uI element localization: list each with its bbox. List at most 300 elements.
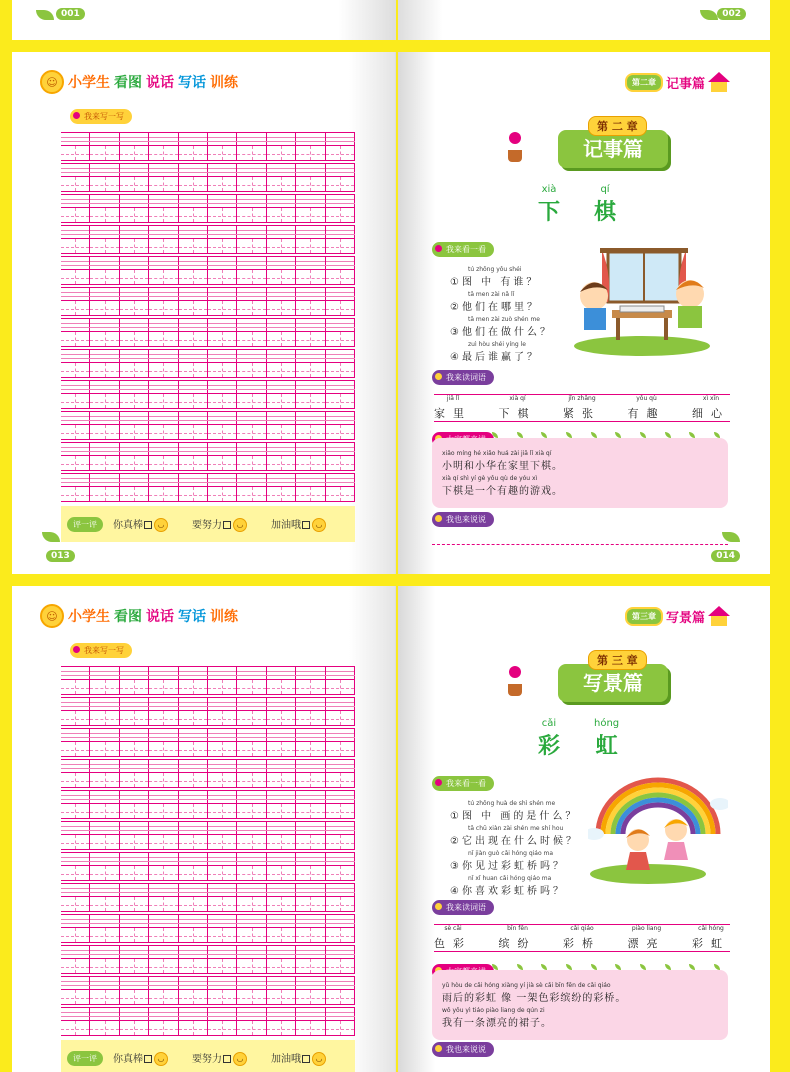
grid-row[interactable] <box>61 473 355 502</box>
grid-cell[interactable] <box>120 474 149 501</box>
grid-cell[interactable] <box>61 412 90 439</box>
grid-cell[interactable] <box>179 1008 208 1035</box>
grid-cell[interactable] <box>208 350 237 377</box>
grid-cell[interactable] <box>237 133 266 160</box>
grid-cell[interactable] <box>61 288 90 315</box>
evaluate-option-keep-going[interactable]: 加油哦 ◡ <box>271 1050 326 1066</box>
grid-cell[interactable] <box>237 257 266 284</box>
grid-row[interactable] <box>61 697 355 726</box>
grid-cell[interactable] <box>326 667 355 694</box>
grid-cell[interactable] <box>61 760 90 787</box>
grid-cell[interactable] <box>179 667 208 694</box>
grid-cell[interactable] <box>179 884 208 911</box>
grid-row[interactable] <box>61 225 355 254</box>
grid-cell[interactable] <box>149 226 178 253</box>
grid-cell[interactable] <box>120 443 149 470</box>
grid-cell[interactable] <box>120 729 149 756</box>
grid-cell[interactable] <box>61 381 90 408</box>
series-title-part: 训练 <box>210 75 238 91</box>
grid-cell[interactable] <box>149 853 178 880</box>
grid-cell[interactable] <box>90 381 119 408</box>
grid-cell[interactable] <box>267 350 296 377</box>
flowerpot-icon <box>506 666 524 698</box>
grid-cell[interactable] <box>90 667 119 694</box>
grid-cell[interactable] <box>267 853 296 880</box>
grid-cell[interactable] <box>326 164 355 191</box>
grid-cell[interactable] <box>179 791 208 818</box>
grid-cell[interactable] <box>326 822 355 849</box>
grid-cell[interactable] <box>61 257 90 284</box>
grid-cell[interactable] <box>61 915 90 942</box>
grid-cell[interactable] <box>296 822 325 849</box>
chapter-corner <box>625 606 730 626</box>
grid-cell[interactable] <box>149 791 178 818</box>
grid-cell[interactable] <box>326 977 355 1004</box>
grid-cell[interactable] <box>296 257 325 284</box>
grid-cell[interactable] <box>296 729 325 756</box>
grid-cell[interactable] <box>149 195 178 222</box>
grid-cell[interactable] <box>296 133 325 160</box>
grid-cell[interactable] <box>179 381 208 408</box>
grid-cell[interactable] <box>90 443 119 470</box>
grid-row[interactable] <box>61 380 355 409</box>
grid-row[interactable] <box>61 821 355 850</box>
writing-grid[interactable] <box>61 132 355 504</box>
grid-cell[interactable] <box>267 164 296 191</box>
question-item: tú zhōng huà de shì shén me ①图 中 画的是什么？ <box>450 800 579 822</box>
grid-cell[interactable] <box>326 915 355 942</box>
grid-cell[interactable] <box>208 760 237 787</box>
evaluate-tag: 评一评 <box>67 517 103 532</box>
grid-cell[interactable] <box>208 195 237 222</box>
grid-cell[interactable] <box>326 884 355 911</box>
evaluate-option-great[interactable]: 你真棒 ◡ <box>113 1050 168 1066</box>
grid-cell[interactable] <box>267 884 296 911</box>
grid-cell[interactable] <box>267 760 296 787</box>
grid-cell[interactable] <box>267 474 296 501</box>
chapter-corner <box>625 72 730 92</box>
grid-cell[interactable] <box>61 474 90 501</box>
grid-cell[interactable] <box>326 698 355 725</box>
grid-cell[interactable] <box>61 977 90 1004</box>
grid-cell[interactable] <box>267 667 296 694</box>
grid-cell[interactable] <box>61 946 90 973</box>
grid-cell[interactable] <box>296 1008 325 1035</box>
grid-cell[interactable] <box>326 133 355 160</box>
grid-cell[interactable] <box>208 319 237 346</box>
grid-cell[interactable] <box>90 226 119 253</box>
grid-row[interactable] <box>61 728 355 757</box>
grid-cell[interactable] <box>61 667 90 694</box>
grid-cell[interactable] <box>61 350 90 377</box>
grid-cell[interactable] <box>208 822 237 849</box>
grid-cell[interactable] <box>296 698 325 725</box>
grid-cell[interactable] <box>179 977 208 1004</box>
grid-cell[interactable] <box>237 884 266 911</box>
grid-cell[interactable] <box>149 977 178 1004</box>
grid-cell[interactable] <box>61 791 90 818</box>
grid-row[interactable] <box>61 945 355 974</box>
grid-cell[interactable] <box>267 195 296 222</box>
grid-cell[interactable] <box>326 443 355 470</box>
grid-cell[interactable] <box>296 226 325 253</box>
grid-cell[interactable] <box>237 350 266 377</box>
look-section-label: 我来看一看 <box>432 242 494 257</box>
chapter-corner-pill: 第三章 <box>625 607 663 626</box>
grid-cell[interactable] <box>296 667 325 694</box>
grid-cell[interactable] <box>326 288 355 315</box>
grid-row[interactable] <box>61 852 355 881</box>
grid-cell[interactable] <box>149 822 178 849</box>
grid-cell[interactable] <box>326 257 355 284</box>
grid-cell[interactable] <box>179 319 208 346</box>
grid-row[interactable] <box>61 194 355 223</box>
grid-cell[interactable] <box>208 698 237 725</box>
grid-cell[interactable] <box>237 946 266 973</box>
grid-cell[interactable] <box>326 350 355 377</box>
grid-cell[interactable] <box>237 791 266 818</box>
read-section-label: 我来读词语 <box>432 900 494 915</box>
grid-cell[interactable] <box>61 729 90 756</box>
evaluate-option-keep-going[interactable]: 加油哦 ◡ <box>271 516 326 532</box>
grid-cell[interactable] <box>120 667 149 694</box>
grid-cell[interactable] <box>208 884 237 911</box>
grid-cell[interactable] <box>90 791 119 818</box>
grid-cell[interactable] <box>179 760 208 787</box>
grid-cell[interactable] <box>149 257 178 284</box>
grid-cell[interactable] <box>149 698 178 725</box>
grid-cell[interactable] <box>149 884 178 911</box>
grid-cell[interactable] <box>296 288 325 315</box>
say-section-label: 我也来说说 <box>432 1042 494 1057</box>
grid-cell[interactable] <box>179 853 208 880</box>
grid-cell[interactable] <box>296 760 325 787</box>
grid-cell[interactable] <box>296 915 325 942</box>
question-item: tā chū xiàn zài shén me shí hou ②它出现在什么时候？ <box>450 825 579 847</box>
grid-cell[interactable] <box>208 288 237 315</box>
grid-cell[interactable] <box>296 350 325 377</box>
grid-cell[interactable] <box>326 412 355 439</box>
grid-cell[interactable] <box>237 822 266 849</box>
grid-cell[interactable] <box>149 319 178 346</box>
grid-cell[interactable] <box>179 443 208 470</box>
grid-cell[interactable] <box>149 381 178 408</box>
grid-row[interactable] <box>61 132 355 161</box>
grid-cell[interactable] <box>237 474 266 501</box>
grid-cell[interactable] <box>296 412 325 439</box>
grid-row[interactable] <box>61 976 355 1005</box>
grid-cell[interactable] <box>149 729 178 756</box>
grid-cell[interactable] <box>267 946 296 973</box>
grid-cell[interactable] <box>90 350 119 377</box>
grid-cell[interactable] <box>326 195 355 222</box>
grid-cell[interactable] <box>149 760 178 787</box>
grid-cell[interactable] <box>120 791 149 818</box>
grid-cell[interactable] <box>61 164 90 191</box>
grid-cell[interactable] <box>90 195 119 222</box>
grid-cell[interactable] <box>61 133 90 160</box>
grid-cell[interactable] <box>237 195 266 222</box>
grid-cell[interactable] <box>179 350 208 377</box>
grid-cell[interactable] <box>326 729 355 756</box>
grid-cell[interactable] <box>296 474 325 501</box>
grid-row[interactable] <box>61 790 355 819</box>
grid-cell[interactable] <box>237 729 266 756</box>
grid-cell[interactable] <box>296 977 325 1004</box>
grid-cell[interactable] <box>61 698 90 725</box>
chapter-corner-name: 写景篇 <box>665 610 705 626</box>
grid-cell[interactable] <box>61 195 90 222</box>
grid-cell[interactable] <box>149 133 178 160</box>
grid-cell[interactable] <box>237 319 266 346</box>
grid-cell[interactable] <box>120 381 149 408</box>
grid-cell[interactable] <box>90 853 119 880</box>
grid-cell[interactable] <box>208 443 237 470</box>
grid-cell[interactable] <box>267 412 296 439</box>
grid-cell[interactable] <box>90 319 119 346</box>
grid-cell[interactable] <box>208 474 237 501</box>
grid-cell[interactable] <box>296 853 325 880</box>
evaluate-option-try[interactable]: 要努力 ◡ <box>192 516 247 532</box>
grid-cell[interactable] <box>267 791 296 818</box>
grid-row[interactable] <box>61 442 355 471</box>
grid-cell[interactable] <box>149 412 178 439</box>
grid-cell[interactable] <box>326 791 355 818</box>
grid-cell[interactable] <box>179 226 208 253</box>
grid-cell[interactable] <box>120 288 149 315</box>
vocab-word: bīn fēn 缤纷 <box>498 925 537 950</box>
grid-cell[interactable] <box>120 226 149 253</box>
grid-cell[interactable] <box>149 443 178 470</box>
grid-cell[interactable] <box>326 853 355 880</box>
grid-cell[interactable] <box>296 791 325 818</box>
grid-cell[interactable] <box>237 381 266 408</box>
writing-grid[interactable] <box>61 666 355 1038</box>
grid-cell[interactable] <box>237 760 266 787</box>
grid-row[interactable] <box>61 883 355 912</box>
right-page <box>398 52 770 574</box>
grid-cell[interactable] <box>120 319 149 346</box>
grid-cell[interactable] <box>90 729 119 756</box>
grid-cell[interactable] <box>120 853 149 880</box>
write-section-label: 我来写一写 <box>70 109 132 124</box>
grid-cell[interactable] <box>179 822 208 849</box>
grid-cell[interactable] <box>90 977 119 1004</box>
grid-cell[interactable] <box>296 443 325 470</box>
grid-cell[interactable] <box>179 698 208 725</box>
grid-cell[interactable] <box>208 257 237 284</box>
grid-cell[interactable] <box>179 915 208 942</box>
grid-cell[interactable] <box>149 474 178 501</box>
checkbox-icon <box>302 1055 310 1063</box>
chapter-number: 第 二 章 <box>588 116 647 136</box>
grid-cell[interactable] <box>149 946 178 973</box>
grid-cell[interactable] <box>267 915 296 942</box>
top-right-page-edge <box>398 0 770 40</box>
grid-cell[interactable] <box>237 853 266 880</box>
grid-cell[interactable] <box>237 412 266 439</box>
grid-cell[interactable] <box>267 1008 296 1035</box>
grid-cell[interactable] <box>267 133 296 160</box>
grid-cell[interactable] <box>179 474 208 501</box>
grid-cell[interactable] <box>237 915 266 942</box>
grid-row[interactable] <box>61 318 355 347</box>
grid-row[interactable] <box>61 759 355 788</box>
grid-row[interactable] <box>61 256 355 285</box>
grid-cell[interactable] <box>208 946 237 973</box>
grid-cell[interactable] <box>120 915 149 942</box>
say-section-label: 我也来说说 <box>432 512 494 527</box>
grid-cell[interactable] <box>296 884 325 911</box>
vocab-row <box>434 924 730 952</box>
grid-cell[interactable] <box>179 257 208 284</box>
grid-cell[interactable] <box>90 915 119 942</box>
grid-cell[interactable] <box>267 443 296 470</box>
grid-cell[interactable] <box>120 946 149 973</box>
grid-cell[interactable] <box>208 412 237 439</box>
grid-cell[interactable] <box>326 319 355 346</box>
grid-cell[interactable] <box>90 288 119 315</box>
grid-cell[interactable] <box>296 381 325 408</box>
grid-cell[interactable] <box>120 977 149 1004</box>
grid-cell[interactable] <box>208 226 237 253</box>
grid-cell[interactable] <box>120 257 149 284</box>
grid-cell[interactable] <box>61 226 90 253</box>
grid-cell[interactable] <box>179 288 208 315</box>
evaluate-option-try[interactable]: 要努力 ◡ <box>192 1050 247 1066</box>
grid-cell[interactable] <box>326 1008 355 1035</box>
grid-cell[interactable] <box>326 474 355 501</box>
grid-cell[interactable] <box>120 760 149 787</box>
grid-cell[interactable] <box>237 698 266 725</box>
grid-cell[interactable] <box>61 443 90 470</box>
grid-cell[interactable] <box>296 946 325 973</box>
grid-cell[interactable] <box>237 288 266 315</box>
grid-cell[interactable] <box>267 319 296 346</box>
grid-cell[interactable] <box>296 319 325 346</box>
grid-cell[interactable] <box>326 946 355 973</box>
grid-row[interactable] <box>61 287 355 316</box>
grid-cell[interactable] <box>120 884 149 911</box>
grid-cell[interactable] <box>90 760 119 787</box>
grid-cell[interactable] <box>120 350 149 377</box>
grid-cell[interactable] <box>149 915 178 942</box>
lesson-title <box>538 718 619 760</box>
grid-cell[interactable] <box>90 257 119 284</box>
grid-cell[interactable] <box>208 977 237 1004</box>
grid-row[interactable] <box>61 914 355 943</box>
grid-cell[interactable] <box>90 946 119 973</box>
grid-cell[interactable] <box>208 915 237 942</box>
grid-cell[interactable] <box>326 760 355 787</box>
grid-cell[interactable] <box>90 1008 119 1035</box>
grid-row[interactable] <box>61 163 355 192</box>
grid-cell[interactable] <box>90 822 119 849</box>
grid-cell[interactable] <box>90 412 119 439</box>
grid-cell[interactable] <box>326 226 355 253</box>
grid-cell[interactable] <box>326 381 355 408</box>
grid-cell[interactable] <box>120 164 149 191</box>
grid-cell[interactable] <box>267 381 296 408</box>
grid-cell[interactable] <box>237 443 266 470</box>
grid-cell[interactable] <box>237 226 266 253</box>
grid-cell[interactable] <box>267 822 296 849</box>
grid-cell[interactable] <box>296 164 325 191</box>
grid-cell[interactable] <box>267 257 296 284</box>
grid-cell[interactable] <box>149 164 178 191</box>
grid-cell[interactable] <box>296 195 325 222</box>
grid-cell[interactable] <box>61 319 90 346</box>
question-item: zuì hòu shéi yíng le ④最后谁赢了？ <box>450 341 540 363</box>
grid-row[interactable] <box>61 411 355 440</box>
grid-cell[interactable] <box>237 977 266 1004</box>
grid-cell[interactable] <box>90 133 119 160</box>
grid-cell[interactable] <box>237 164 266 191</box>
grid-cell[interactable] <box>120 822 149 849</box>
grid-cell[interactable] <box>149 667 178 694</box>
grid-cell[interactable] <box>179 195 208 222</box>
grid-row[interactable] <box>61 666 355 695</box>
grid-cell[interactable] <box>237 1008 266 1035</box>
series-title-part: 训练 <box>210 609 238 625</box>
grid-cell[interactable] <box>149 1008 178 1035</box>
grid-cell[interactable] <box>208 381 237 408</box>
grid-cell[interactable] <box>90 698 119 725</box>
grid-cell[interactable] <box>208 164 237 191</box>
grid-cell[interactable] <box>149 350 178 377</box>
evaluate-option-great[interactable]: 你真棒 ◡ <box>113 516 168 532</box>
grid-cell[interactable] <box>61 884 90 911</box>
lesson-char: xià 下 <box>538 184 561 225</box>
grid-cell[interactable] <box>208 729 237 756</box>
grid-cell[interactable] <box>120 195 149 222</box>
grid-cell[interactable] <box>267 226 296 253</box>
grid-cell[interactable] <box>120 1008 149 1035</box>
lesson-char: cǎi 彩 <box>538 718 561 759</box>
question-list <box>450 266 553 366</box>
say-answer-line[interactable] <box>432 544 728 545</box>
grid-cell[interactable] <box>61 853 90 880</box>
grid-cell[interactable] <box>179 412 208 439</box>
grid-cell[interactable] <box>179 729 208 756</box>
grid-cell[interactable] <box>179 133 208 160</box>
grid-row[interactable] <box>61 1007 355 1036</box>
grid-cell[interactable] <box>61 1008 90 1035</box>
grid-cell[interactable] <box>267 977 296 1004</box>
grid-cell[interactable] <box>120 412 149 439</box>
grid-cell[interactable] <box>90 164 119 191</box>
grid-cell[interactable] <box>149 288 178 315</box>
grid-cell[interactable] <box>208 791 237 818</box>
grid-cell[interactable] <box>208 667 237 694</box>
grid-cell[interactable] <box>179 164 208 191</box>
smile-icon: ◡ <box>233 518 247 532</box>
grid-cell[interactable] <box>179 946 208 973</box>
grid-cell[interactable] <box>90 884 119 911</box>
grid-cell[interactable] <box>267 698 296 725</box>
grid-cell[interactable] <box>120 698 149 725</box>
grid-cell[interactable] <box>208 133 237 160</box>
grid-cell[interactable] <box>237 667 266 694</box>
grid-cell[interactable] <box>90 474 119 501</box>
grid-cell[interactable] <box>208 853 237 880</box>
grid-cell[interactable] <box>208 1008 237 1035</box>
grid-cell[interactable] <box>61 822 90 849</box>
grid-cell[interactable] <box>120 133 149 160</box>
grid-cell[interactable] <box>267 288 296 315</box>
grid-row[interactable] <box>61 349 355 378</box>
grid-cell[interactable] <box>267 729 296 756</box>
